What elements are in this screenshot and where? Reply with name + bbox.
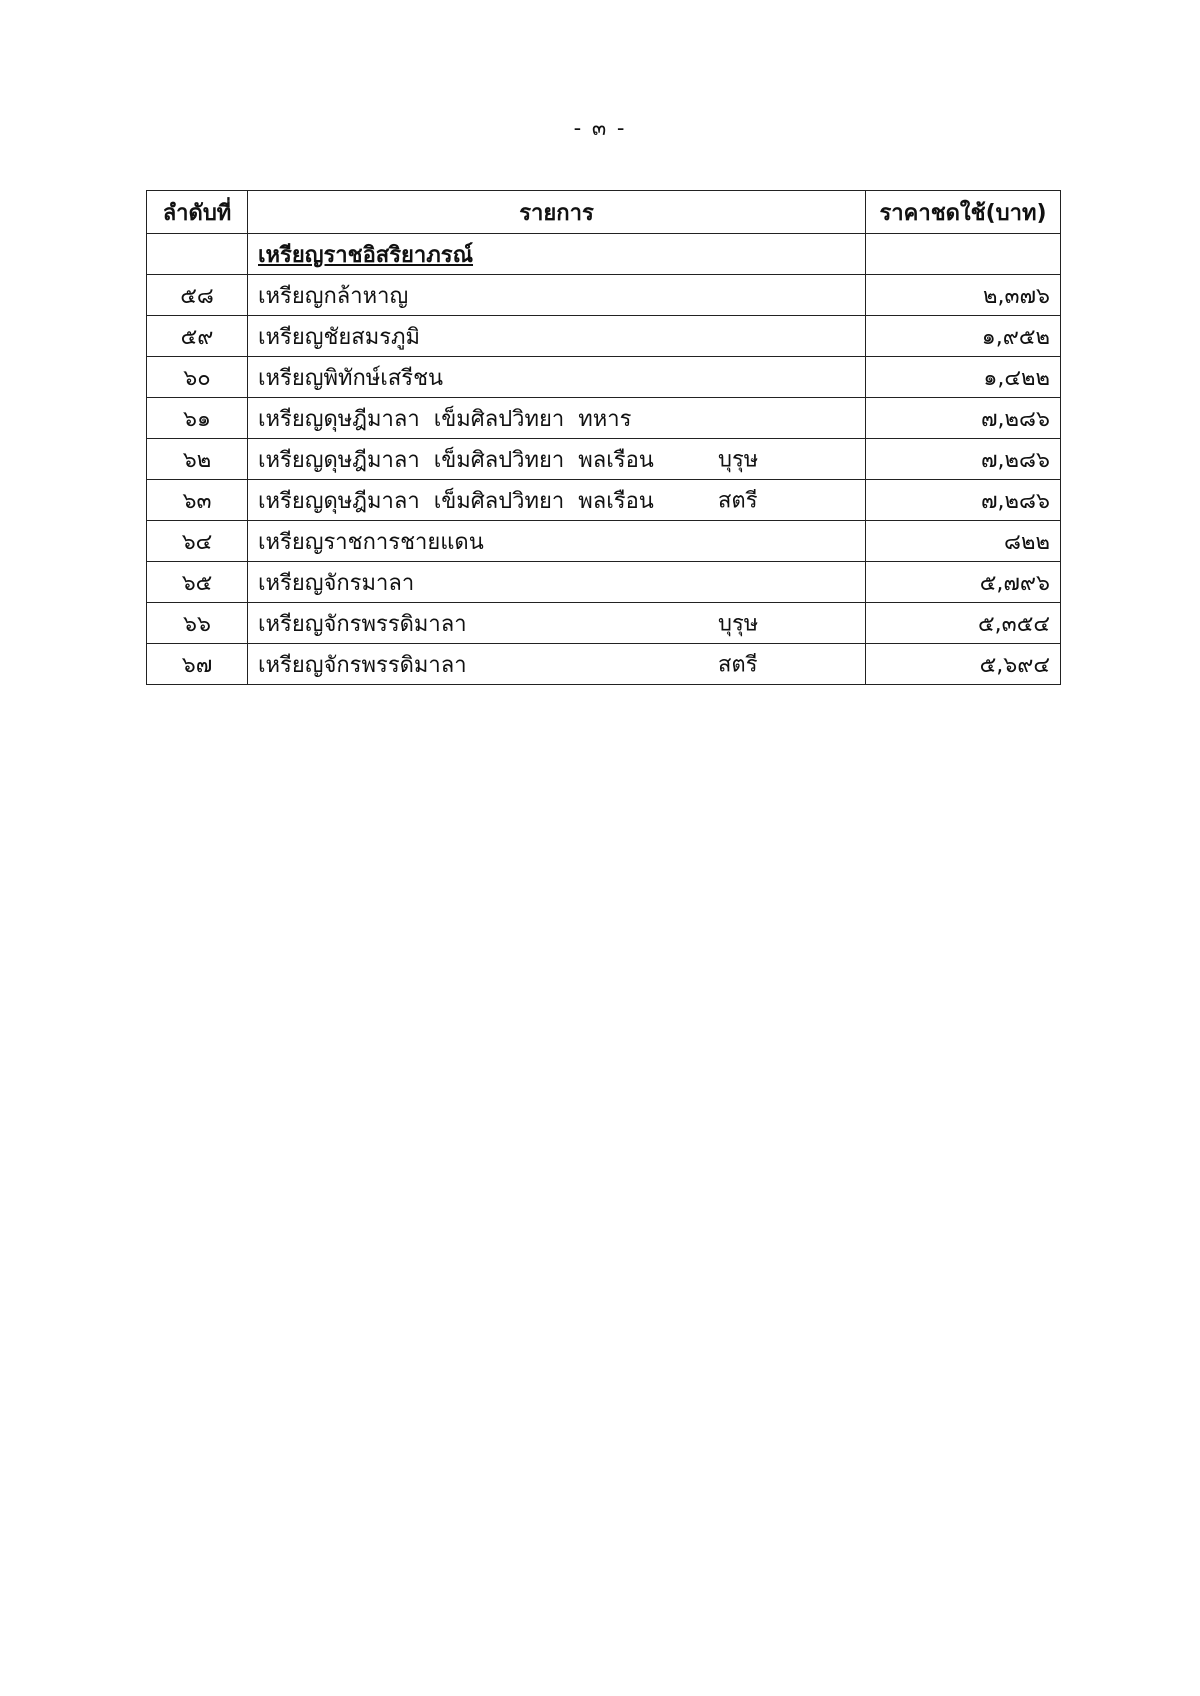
page-number: - ๓ - [573, 116, 627, 140]
row-number: ๖๖ [147, 603, 248, 644]
header-price: ราคาชดใช้(บาท) [866, 191, 1061, 234]
header-no: ลำดับที่ [147, 191, 248, 234]
row-price: ๕,๖๙๔ [866, 644, 1061, 685]
item-name: เหรียญจักรมาลา [258, 570, 415, 596]
row-price: ๗,๒๘๖ [866, 398, 1061, 439]
table-row [147, 398, 1061, 439]
item-name: เหรียญพิทักษ์เสรีชน [258, 365, 444, 391]
item-name: เหรียญดุษฎีมาลา เข็มศิลปวิทยา พลเรือน [258, 488, 654, 514]
row-item [248, 521, 866, 562]
table-row [147, 357, 1061, 398]
row-price: ๑,๙๕๒ [866, 316, 1061, 357]
row-item [248, 275, 866, 316]
row-number: ๖๓ [147, 480, 248, 521]
item-name: เหรียญกล้าหาญ [258, 283, 409, 309]
table-row [147, 439, 1061, 480]
row-number: ๖๕ [147, 562, 248, 603]
section-title-cell [248, 234, 866, 275]
row-item [248, 644, 866, 685]
table-row [147, 275, 1061, 316]
item-name: เหรียญดุษฎีมาลา เข็มศิลปวิทยา พลเรือน [258, 447, 654, 473]
header-item: รายการ [248, 191, 866, 234]
item-gender: สตรี [718, 652, 758, 678]
row-price: ๗,๒๘๖ [866, 439, 1061, 480]
table-row [147, 603, 1061, 644]
row-number: ๖๔ [147, 521, 248, 562]
item-name: เหรียญชัยสมรภูมิ [258, 324, 421, 350]
item-name: เหรียญดุษฎีมาลา เข็มศิลปวิทยา ทหาร [258, 406, 632, 432]
row-number: ๖๒ [147, 439, 248, 480]
item-gender: บุรุษ [718, 611, 759, 637]
row-number: ๖๐ [147, 357, 248, 398]
row-item [248, 480, 866, 521]
item-name: เหรียญจักรพรรดิมาลา [258, 652, 467, 678]
row-price: ๒,๓๗๖ [866, 275, 1061, 316]
row-number: ๕๘ [147, 275, 248, 316]
table-row [147, 316, 1061, 357]
table-header-row [147, 191, 1061, 234]
row-item [248, 439, 866, 480]
table-row [147, 562, 1061, 603]
row-price: ๘๒๒ [866, 521, 1061, 562]
row-price: ๕,๓๕๔ [866, 603, 1061, 644]
row-item [248, 603, 866, 644]
table-row [147, 480, 1061, 521]
section-price-cell [866, 234, 1061, 275]
price-table [146, 190, 1061, 685]
row-price: ๑,๔๒๒ [866, 357, 1061, 398]
section-row [147, 234, 1061, 275]
row-item [248, 316, 866, 357]
table-row [147, 644, 1061, 685]
row-number: ๖๗ [147, 644, 248, 685]
section-title: เหรียญราชอิสริยาภรณ์ [258, 242, 474, 268]
row-number: ๕๙ [147, 316, 248, 357]
row-number: ๖๑ [147, 398, 248, 439]
row-price: ๗,๒๘๖ [866, 480, 1061, 521]
row-item [248, 398, 866, 439]
row-item [248, 357, 866, 398]
section-no-cell [147, 234, 248, 275]
item-name: เหรียญราชการชายแดน [258, 529, 484, 555]
item-gender: สตรี [718, 488, 758, 514]
item-name: เหรียญจักรพรรดิมาลา [258, 611, 467, 637]
row-item [248, 562, 866, 603]
table-row [147, 521, 1061, 562]
item-gender: บุรุษ [718, 447, 759, 473]
row-price: ๕,๗๙๖ [866, 562, 1061, 603]
